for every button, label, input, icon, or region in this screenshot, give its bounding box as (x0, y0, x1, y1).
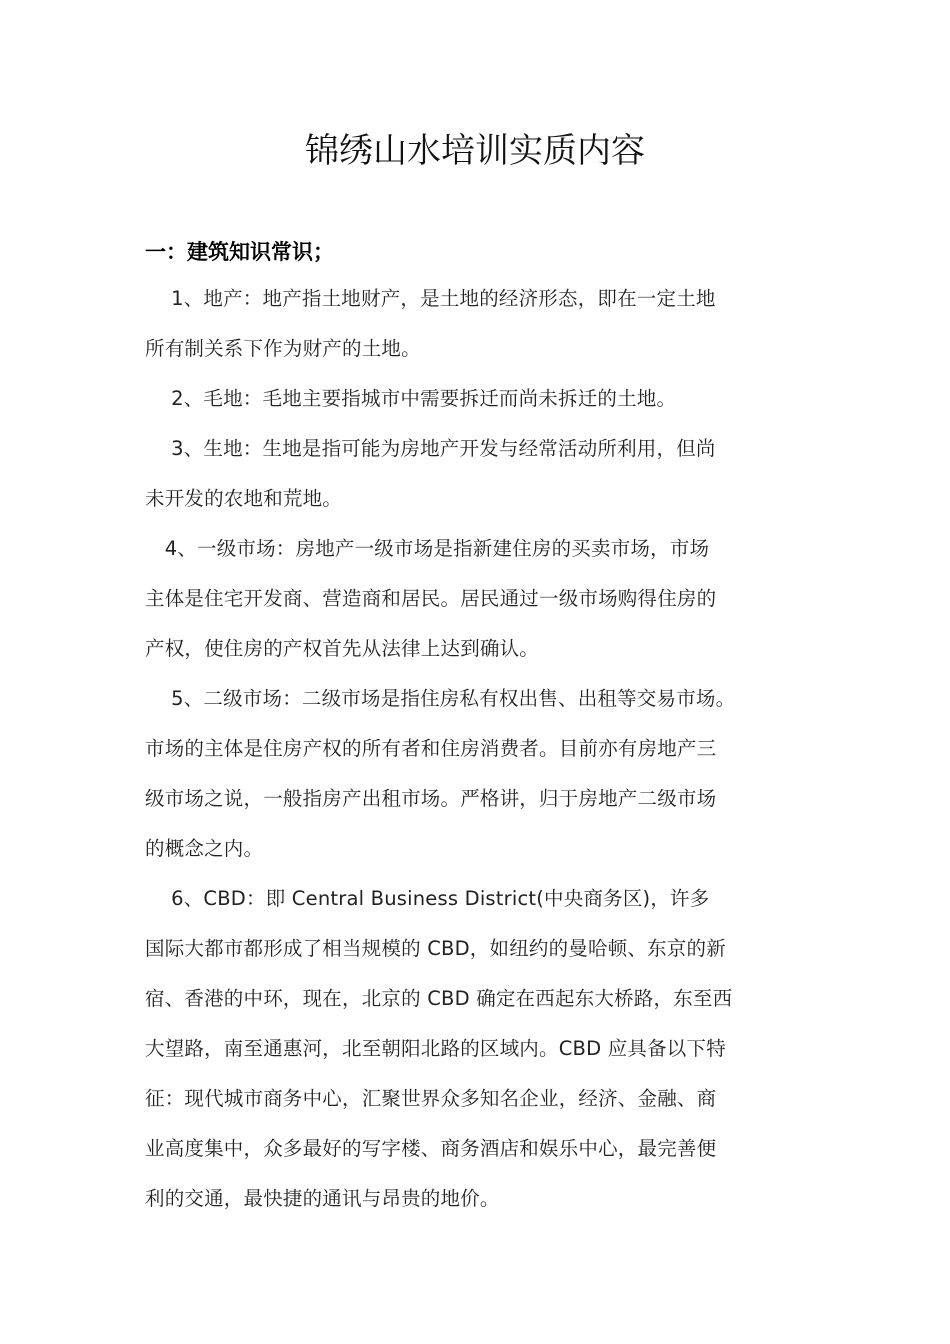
paragraph-line: 5、二级市场：二级市场是指住房私有权出售、出租等交易市场。 (145, 687, 736, 710)
paragraph-line: 1、地产：地产指土地财产，是土地的经济形态，即在一定土地 (145, 287, 716, 310)
paragraph-line: 国际大都市都形成了相当规模的 CBD，如纽约的曼哈顿、东京的新 (145, 937, 726, 960)
paragraph-line: 业高度集中，众多最好的写字楼、商务酒店和娱乐中心，最完善便 (145, 1137, 717, 1160)
paragraph-line: 市场的主体是住房产权的所有者和住房消费者。目前亦有房地产三 (145, 737, 717, 760)
paragraph-line: 4、一级市场：房地产一级市场是指新建住房的买卖市场，市场 (145, 537, 710, 560)
paragraph-line: 利的交通，最快捷的通讯与昂贵的地价。 (145, 1187, 500, 1210)
paragraph-primary-market (145, 524, 825, 674)
paragraph-line: 主体是住宅开发商、营造商和居民。居民通过一级市场购得住房的 (145, 587, 717, 610)
paragraph-line: 宿、香港的中环，现在，北京的 CBD 确定在西起东大桥路，东至西 (145, 987, 733, 1010)
paragraph-line: 3、生地：生地是指可能为房地产开发与经常活动所利用，但尚 (145, 437, 716, 460)
paragraph-line: 6、CBD：即 Central Business District(中央商务区)，许多 (145, 887, 710, 910)
paragraph-cbd (145, 874, 825, 1224)
document-title: 锦绣山水培训实质内容 (305, 131, 645, 171)
section-heading: 一：建筑知识常识； (145, 240, 334, 264)
paragraph-line: 的概念之内。 (145, 837, 264, 860)
paragraph-secondary-market (145, 674, 825, 874)
paragraph-line: 征：现代城市商务中心，汇聚世界众多知名企业，经济、金融、商 (145, 1087, 717, 1110)
paragraph-line: 未开发的农地和荒地。 (145, 487, 343, 510)
paragraph-line: 大望路，南至通惠河，北至朝阳北路的区域内。CBD 应具备以下特 (145, 1037, 726, 1060)
paragraph-line: 产权，使住房的产权首先从法律上达到确认。 (145, 637, 540, 660)
paragraph-line: 级市场之说，一般指房产出租市场。严格讲，归于房地产二级市场 (145, 787, 717, 810)
paragraph-undeveloped-land (145, 424, 825, 524)
paragraph-raw-land (145, 374, 825, 424)
paragraph-line: 所有制关系下作为财产的土地。 (145, 337, 421, 360)
paragraph-land-property (145, 274, 825, 374)
paragraph-line: 2、毛地：毛地主要指城市中需要拆迁而尚未拆迁的土地。 (145, 387, 677, 410)
